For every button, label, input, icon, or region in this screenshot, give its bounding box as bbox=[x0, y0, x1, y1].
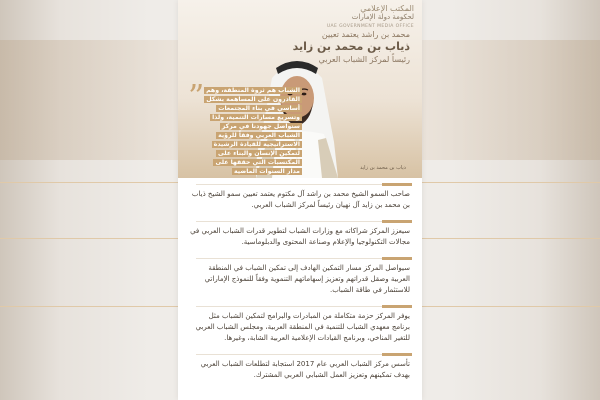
hero-title-line-2: ذياب بن محمد بن زايد bbox=[292, 40, 410, 53]
news-card bbox=[178, 0, 422, 400]
quote-line: المكتسبات التي حققها على bbox=[215, 159, 300, 166]
quote-mark-icon: ” bbox=[188, 77, 205, 115]
section-text: سيواصل المركز مسار التمكين الهادف إلى تمكين الشباب في المنطقة العربية وصقل قدراتهم وتعزيز إسهاماتهم التنموية وفقاً للنموذج الإماراتي للاستثمار في طاقة الشباب. bbox=[204, 264, 410, 294]
quote-line: سنواصل جهودنا في مركز bbox=[221, 123, 300, 130]
quote-line: الشباب العربي وفقاً للرؤية bbox=[218, 132, 300, 139]
content-section bbox=[178, 302, 422, 350]
media-office-logo bbox=[318, 4, 414, 31]
section-divider bbox=[196, 184, 412, 185]
section-divider bbox=[196, 258, 412, 259]
content-section bbox=[178, 254, 422, 302]
logo-line-1: المكتب الإعلامي bbox=[360, 4, 414, 13]
content-sections bbox=[178, 180, 422, 387]
hero-banner bbox=[178, 0, 422, 178]
quote-text bbox=[198, 86, 302, 176]
quote-line: لتمكين الإنسان والبناء على bbox=[218, 150, 300, 157]
quote-line: الشباب هم ثروة المنطقة، وهم bbox=[206, 87, 300, 94]
hero-title-line-3: رئيساً لمركز الشباب العربي bbox=[318, 55, 410, 64]
quote-line: القادرون على المساهمة بشكل bbox=[206, 96, 300, 103]
content-section bbox=[178, 217, 422, 254]
quote-line: مدار السنوات الماضية bbox=[233, 168, 300, 175]
section-text: صاحب السمو الشيخ محمد بن راشد آل مكتوم يعتمد تعيين سمو الشيخ ذياب بن محمد بن زايد آل نهيان رئيساً لمركز الشباب العربي. bbox=[191, 190, 410, 209]
content-section bbox=[178, 180, 422, 217]
section-divider bbox=[196, 354, 412, 355]
section-divider bbox=[196, 221, 412, 222]
section-text: سيعزز المركز شراكاته مع وزارات الشباب لتطوير قدرات الشباب العربي في مجالات التكنولوجيا والإعلام وصناعة المحتوى والدبلوماسية. bbox=[190, 227, 410, 246]
quote-line: أساسي في بناء المجتمعات bbox=[218, 105, 300, 112]
section-text: يوفر المركز حزمة متكاملة من المبادرات والبرامج لتمكين الشباب مثل برنامج معهدي الشباب للتنمية في المنطقة العربية، ومجلس الشباب العربي للتغير المناخي، وبرنامج القيادات الإعلامية العربية الشابة، وغيرها. bbox=[195, 312, 410, 342]
quote-signature: ذياب بن محمد بن زايد bbox=[360, 165, 406, 171]
logo-line-2: لحكومة دولة الإمارات bbox=[351, 13, 414, 21]
section-divider bbox=[196, 306, 412, 307]
section-text: تأسس مركز الشباب العربي عام 2017 استجابة لتطلعات الشباب العربي بهدف تمكينهم وتعزيز العمل الشبابي العربي المشترك. bbox=[200, 360, 410, 379]
quote-line: وتسريع مسارات التنمية، ولذا bbox=[212, 114, 300, 121]
quote-box bbox=[182, 77, 306, 175]
content-section bbox=[178, 350, 422, 387]
hero-title-line-1: محمد بن راشد يعتمد تعيين bbox=[321, 30, 410, 39]
quote-line: الاستراتيجية للقيادة الرشيدة bbox=[213, 141, 300, 148]
logo-line-3: UAE GOVERNMENT MEDIA OFFICE bbox=[326, 24, 414, 29]
